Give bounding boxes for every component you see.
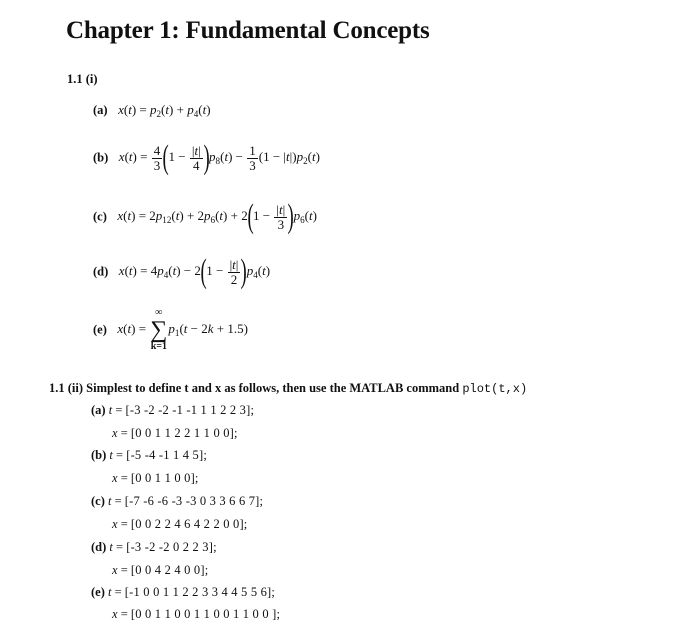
equation-b: x(t) = $\frac{4}{3}$ (1 − $\frac{|t|}{4}$ )$p_8(t)$ − $\frac{1}{3}$ $(1 - |t|)p_2(t)$: [118, 139, 320, 176]
equation-d: $x(t) = 4p_4(t) - 2(1$ − $\frac{|t|}{2}$ )$p_4(t)$: [118, 253, 271, 290]
answer-row-b-t: (b) t = [-5 -4 -1 1 4 5];: [91, 448, 208, 462]
answer-b-x-values: [0 0 1 1 0 0];: [130, 471, 199, 485]
equation-e: x(t) = ∞ ∑ k=1 $p_1(t - 2k + 1.5)$: [117, 307, 248, 352]
answer-label-d: (d): [91, 540, 107, 554]
answer-c-t-values: [-7 -6 -6 -3 -3 0 3 3 6 6 7];: [124, 494, 264, 508]
answer-label-b: (b): [91, 448, 107, 462]
answer-row-d-t: (d) t = [-3 -2 -2 0 2 2 3];: [91, 540, 217, 554]
matlab-command: plot(t,x): [462, 382, 528, 396]
equation-label-a: (a): [93, 103, 108, 117]
equation-row-e: [93, 308, 248, 352]
answer-a-t-values: [-3 -2 -2 -1 -1 1 1 2 2 3];: [125, 403, 255, 417]
sum-upper-limit: ∞: [155, 307, 163, 318]
answer-label-c: (c): [91, 494, 105, 508]
section-intro-text: Simplest to define t and x as follows, then use the MATLAB command: [86, 381, 460, 395]
equation-row-a: [93, 101, 211, 119]
sum-lower-limit: k=1: [150, 341, 167, 352]
answer-label-e: (e): [91, 585, 105, 599]
answer-row-d-x: x = [0 0 4 2 4 0 0];: [112, 563, 209, 577]
equation-a: $x(t) = p_2(t) + p_4(t)$: [118, 102, 211, 120]
section-heading-1-1-i: 1.1 (i): [67, 72, 98, 86]
answer-row-a-x: x = [0 0 1 1 2 2 1 1 0 0];: [112, 426, 238, 440]
answer-b-t-values: [-5 -4 -1 1 4 5];: [126, 448, 208, 462]
answer-e-x-values: [0 0 1 1 0 0 1 1 0 0 1 1 0 0 ];: [130, 607, 281, 621]
chapter-title: Chapter 1: Fundamental Concepts: [66, 17, 430, 44]
answer-e-t-values: [-1 0 0 1 1 2 2 3 3 4 4 5 5 6];: [124, 585, 276, 599]
equation-row-d: [93, 255, 270, 289]
answer-d-t-values: [-3 -2 -2 0 2 2 3];: [126, 540, 217, 554]
equation-label-e: (e): [93, 322, 107, 337]
section-heading-row-1-1-ii: [49, 381, 527, 396]
answer-d-x-values: [0 0 4 2 4 0 0];: [130, 563, 209, 577]
equation-label-c: (c): [93, 209, 107, 224]
answer-row-e-t: (e) t = [-1 0 0 1 1 2 2 3 3 4 4 5 5 6];: [91, 585, 276, 599]
answer-row-a-t: (a) t = [-3 -2 -2 -1 -1 1 1 2 2 3];: [91, 403, 255, 417]
answer-c-x-values: [0 0 2 2 4 6 4 2 2 0 0];: [130, 517, 248, 531]
equation-label-d: (d): [93, 264, 109, 279]
answer-row-c-x: x = [0 0 2 2 4 6 4 2 2 0 0];: [112, 517, 248, 531]
equation-row-b: [93, 141, 320, 175]
answer-a-x-values: [0 0 1 1 2 2 1 1 0 0];: [130, 426, 238, 440]
equation-label-b: (b): [93, 150, 109, 165]
answer-row-e-x: x = [0 0 1 1 0 0 1 1 0 0 1 1 0 0 ];: [112, 607, 281, 621]
answer-row-b-x: x = [0 0 1 1 0 0];: [112, 471, 199, 485]
equation-c: $x(t) = 2p_{12}(t) + 2p_6(t) + 2(1$ − $\frac{|t|}{3}$ )$p_6(t)$: [117, 198, 317, 235]
section-heading-1-1-ii: 1.1 (ii): [49, 381, 84, 395]
answer-row-c-t: (c) t = [-7 -6 -6 -3 -3 0 3 3 6 6 7];: [91, 494, 264, 508]
equation-row-c: [93, 200, 317, 234]
answer-label-a: (a): [91, 403, 106, 417]
